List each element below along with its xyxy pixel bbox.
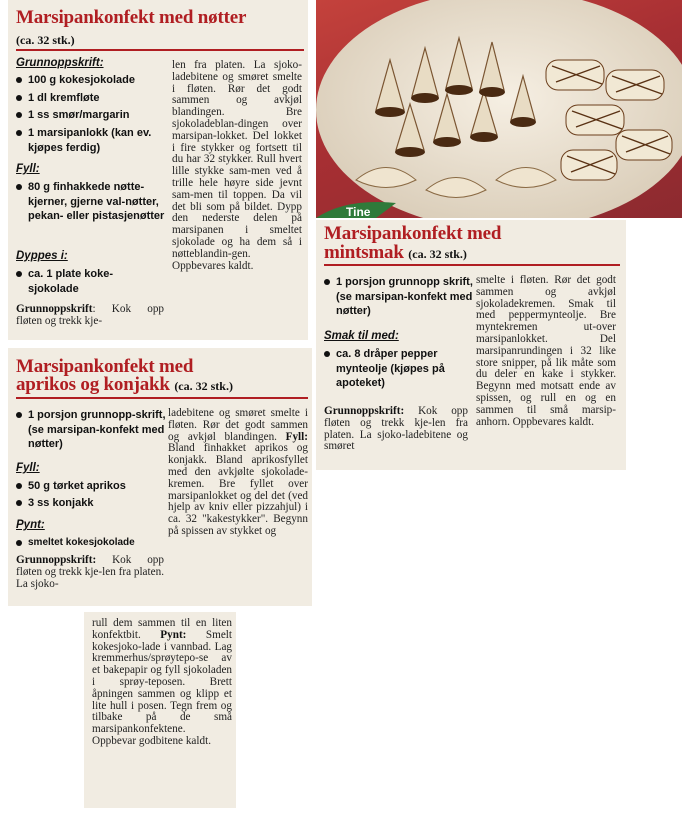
ingredient-item: 80 g finhakkede nøtte-kjerner, gjerne val-nøtter, pekan- eller pistasjenøtter — [16, 180, 174, 224]
recipe-mint-title-2: mintsmak (ca. 32 stk.) — [324, 242, 467, 263]
ingredient-item: smeltet kokesjokolade — [16, 536, 178, 551]
recipe-apricot-title: Marsipankonfekt med — [16, 356, 194, 377]
confection-photo — [316, 0, 682, 218]
ingredient-item: 100 g kokesjokolade — [16, 73, 178, 88]
ingredient-item: ca. 8 dråper pepper mynteolje (kjøpes på apoteket) — [324, 347, 476, 391]
recipe-apricot-method: ladebitene og smøret smelte i fløten. Rør det godt sammen og avkjøl blandingen. Fyll: Bland finhakket aprikos og konjakk. Bland aprikosfyllet med den avkjølte sjokolade-kremen. Bre fyllet over marsipanlokket og del det (ved hjelp av kniv eller pizzahjul) i ca. 32 "kakestykker". Begynn på spissen av stykket og — [168, 407, 308, 537]
photo-tag: Tine — [346, 205, 371, 218]
ingredient-item: 1 dl kremfløte — [16, 91, 178, 106]
recipe-apricot-title-2: aprikos og konjakk (ca. 32 stk.) — [16, 374, 233, 395]
marzipan-confection-illustration — [316, 0, 682, 218]
recipe-mint-title: Marsipankonfekt med — [324, 223, 502, 244]
ingredient-item: 1 porsjon grunnopp-skrift, (se marsipan-konfekt med nøtter) — [16, 408, 168, 452]
section-fyll: Fyll: — [16, 462, 40, 474]
ingredient-item: 50 g tørket aprikos — [16, 479, 168, 494]
recipe-nuts-title-count: (ca. 32 stk.) — [16, 33, 75, 47]
recipe-mint-method-start: Grunnoppskrift: Kok opp fløten og trekk kje-len fra platen. La sjoko-ladebitene og smøret — [324, 405, 468, 453]
section-smak: Smak til med: — [324, 330, 399, 342]
recipe-nuts-method-start: Grunnoppskrift: Kok opp fløten og trekk kje- — [16, 303, 164, 327]
section-dyppes: Dyppes i: — [16, 250, 68, 262]
recipe-nuts-title: Marsipankonfekt med nøtter — [16, 7, 247, 28]
section-pynt: Pynt: — [16, 519, 45, 531]
title-rule — [324, 264, 620, 266]
recipe-mint-method: smelte i fløten. Rør det godt sammen og avkjøl sjokoladekremen. Smak til med peppermynteolje. Bre myntekremen ut-over marsipanlokket. Del marsipanrundingen i 32 like store snipper, på lik måte som du deler en kake i stykker. Begynn med motsatt ende av spissen, og rull en og en sammen til små marsip-anhorn. Oppbevares kaldt. — [476, 274, 616, 428]
ingredient-item: 1 ss smør/margarin — [16, 108, 178, 123]
ingredient-item: 1 marsipanlokk (kan ev. kjøpes ferdig) — [16, 126, 168, 155]
section-fyll: Fyll: — [16, 163, 40, 175]
recipe-apricot-method-start: Grunnoppskrift: Kok opp fløten og trekk kje-len fra platen. La sjoko- — [16, 554, 164, 590]
title-rule — [16, 397, 308, 399]
section-grunnoppskrift: Grunnoppskrift: — [16, 57, 104, 69]
ingredient-item: 1 porsjon grunnopp skrift, (se marsipan-konfekt med nøtter) — [324, 275, 476, 319]
recipe-nuts-method: len fra platen. La sjoko-ladebitene og smøret smelte i fløten. Rør det godt sammen og avkjøl blandingen. Bre sjokoladeblan-dingen over marsipan-lokket. Del lokket i fire stykker og fortsett til du har 32 stykker. Rull hvert lille stykke sam-men ved å trille hele høyre side jevnt sam-men til toppen. Da vil det bli som på bildet. Dypp den nederste delen på marsipanen i smeltet sjokolade og ha dem så i nøtteblandin-gen. Oppbevares kaldt. — [172, 59, 302, 272]
ingredient-item: ca. 1 plate koke-sjokolade — [16, 267, 148, 296]
recipe-apricot-method-end: rull dem sammen til en liten konfektbit. Pynt: Smelt kokesjoko-lade i vannbad. Lag kremmerhus/sprøytepo-se av et bakepapir og fyll sjokoladen i sprøy-teposen. Brett åpningen sammen og klipp et lite hull i posen. Tegn frem og tilbake på de små marsipankonfektene. Oppbevar godbitene kaldt. — [92, 617, 233, 747]
ingredient-item: 3 ss konjakk — [16, 496, 168, 511]
